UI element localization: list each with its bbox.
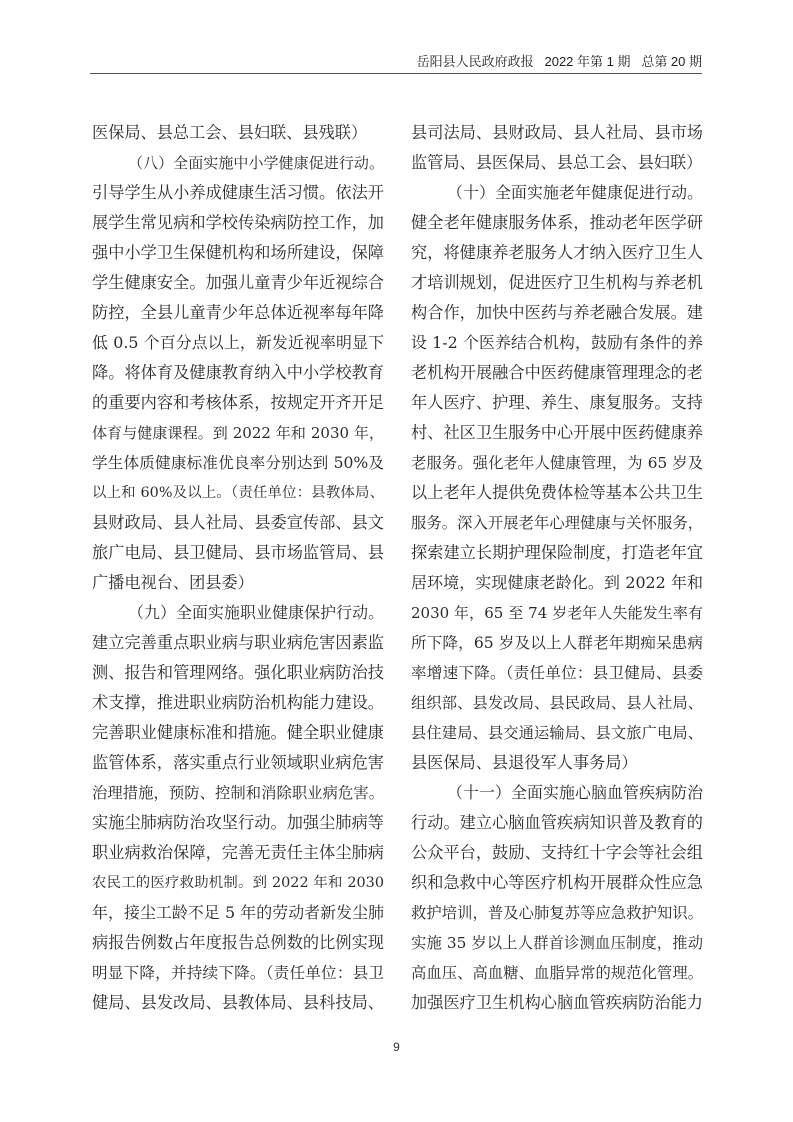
text-line: 县财政局、县人社局、县委宣传部、县文 — [92, 513, 384, 532]
text-line: 监管局、县医保局、县总工会、县妇联） — [411, 153, 703, 172]
text-line: 实施尘肺病防治攻坚行动。加强尘肺病等 — [92, 813, 384, 832]
text-line: 明显下降，并持续下降。（责任单位：县卫 — [92, 964, 384, 982]
text-line: 居环境，实现健康老龄化。到 2022 年和 — [411, 573, 703, 592]
text-line: 防控，全县儿童青少年总体近视率每年降 — [92, 303, 384, 322]
section-heading-line: （八）全面实施中小学健康促进行动。 — [128, 154, 384, 172]
text-line: 服务。深入开展老年心理健康与关怀服务， — [411, 514, 703, 532]
text-line: 加强医疗卫生机构心脑血管疾病防治能力 — [411, 993, 703, 1012]
text-line: 学生体质健康标准优良率分别达到 50%及 — [92, 454, 384, 472]
text-line: 旅广电局、县卫健局、县市场监管局、县 — [92, 543, 384, 562]
text-line: 设 1-2 个医养结合机构，鼓励有条件的养 — [411, 333, 703, 352]
page-number: 9 — [393, 1040, 400, 1054]
text-line: 以上和 60%及以上。（责任单位：县教体局、 — [92, 485, 384, 501]
text-line: 职业病救治保障，完善无责任主体尘肺病 — [92, 843, 384, 862]
text-line: 县住建局、县交通运输局、县文旅广电局、 — [411, 724, 703, 742]
text-line: 病报告例数占年度报告总例数的比例实现 — [92, 933, 384, 952]
text-line: 率增速下降。（责任单位：县卫健局、县委 — [411, 664, 703, 682]
text-line: 年人医疗、护理、养生、康复服务。支持 — [411, 393, 703, 412]
text-line: 2030 年，65 至 74 岁老年人失能发生率有 — [411, 604, 703, 622]
text-line: 测、报告和管理网络。强化职业病防治技 — [92, 663, 384, 682]
text-line: 引导学生从小养成健康生活习惯。依法开 — [92, 183, 384, 202]
text-line: 建立完善重点职业病与职业病危害因素监 — [92, 633, 384, 652]
right-column — [411, 118, 703, 1018]
text-line: 年，接尘工龄不足 5 年的劳动者新发尘肺 — [92, 903, 384, 922]
text-line: 学生健康安全。加强儿童青少年近视综合 — [92, 273, 384, 292]
section-heading-line: （十一）全面实施心脑血管疾病防治 — [447, 783, 703, 802]
text-line: 救护培训，普及心肺复苏等应急救护知识。 — [411, 904, 703, 922]
text-line: 行动。建立心脑血管疾病知识普及教育的 — [411, 813, 703, 832]
text-line: 究，将健康养老服务人才纳入医疗卫生人 — [411, 243, 703, 262]
text-line: 降。将体育及健康教育纳入中小学校教育 — [92, 363, 384, 382]
text-line: 所下降，65 岁及以上人群老年期痴呆患病 — [411, 634, 703, 652]
text-line: 构合作，加快中医药与养老融合发展。建 — [411, 303, 703, 322]
text-line: 组织部、县发改局、县民政局、县人社局、 — [411, 694, 703, 712]
text-line: 的重要内容和考核体系，按规定开齐开足 — [92, 393, 384, 412]
text-line: 公众平台，鼓励、支持红十字会等社会组 — [411, 843, 703, 862]
text-line: 低 0.5 个百分点以上，新发近视率明显下 — [92, 333, 384, 352]
text-line: 实施 35 岁以上人群首诊测血压制度，推动 — [411, 934, 703, 952]
text-line: 村、社区卫生服务中心开展中医药健康养 — [411, 423, 703, 442]
text-line: 才培训规划，促进医疗卫生机构与养老机 — [411, 273, 703, 292]
text-line: 县司法局、县财政局、县人社局、县市场 — [411, 123, 703, 142]
text-line: 老机构开展融合中医药健康管理理念的老 — [411, 363, 703, 382]
text-line: 展学生常见病和学校传染病防控工作，加 — [92, 213, 384, 232]
running-header: 岳阳县人民政府政报 2022 年第 1 期 总第 20 期 — [90, 52, 702, 74]
section-heading-line: （十）全面实施老年健康促进行动。 — [447, 183, 703, 202]
text-line: 健局、县发改局、县教体局、县科技局、 — [92, 993, 384, 1012]
text-line: 体育与健康课程。到 2022 年和 2030 年， — [92, 424, 384, 442]
text-line: 完善职业健康标准和措施。健全职业健康 — [92, 723, 384, 742]
text-line: 织和急救中心等医疗机构开展群众性应急 — [411, 873, 703, 892]
text-line: 健全老年健康服务体系，推动老年医学研 — [411, 213, 703, 232]
text-line: 治理措施，预防、控制和消除职业病危害。 — [92, 784, 384, 802]
text-line: 广播电视台、团县委） — [92, 573, 254, 592]
section-heading-line: （九）全面实施职业健康保护行动。 — [128, 603, 384, 622]
text-line: 强中小学卫生保健机构和场所建设，保障 — [92, 243, 384, 262]
text-line: 探索建立长期护理保险制度，打造老年宜 — [411, 543, 703, 562]
text-line: 农民工的医疗救助机制。到 2022 年和 2030 — [92, 875, 384, 891]
text-line: 术支撑，推进职业病防治机构能力建设。 — [92, 693, 384, 712]
left-column — [92, 118, 384, 1018]
text-line: 老服务。强化老年人健康管理，为 65 岁及 — [411, 454, 703, 472]
text-line: 高血压、高血糖、血脂异常的规范化管理。 — [411, 964, 703, 982]
text-line: 以上老年人提供免费体检等基本公共卫生 — [411, 483, 703, 502]
text-line: 医保局、县总工会、县妇联、县残联） — [92, 123, 368, 142]
text-line: 县医保局、县退役军人事务局） — [411, 753, 638, 772]
text-line: 监管体系，落实重点行业领域职业病危害 — [92, 753, 384, 772]
